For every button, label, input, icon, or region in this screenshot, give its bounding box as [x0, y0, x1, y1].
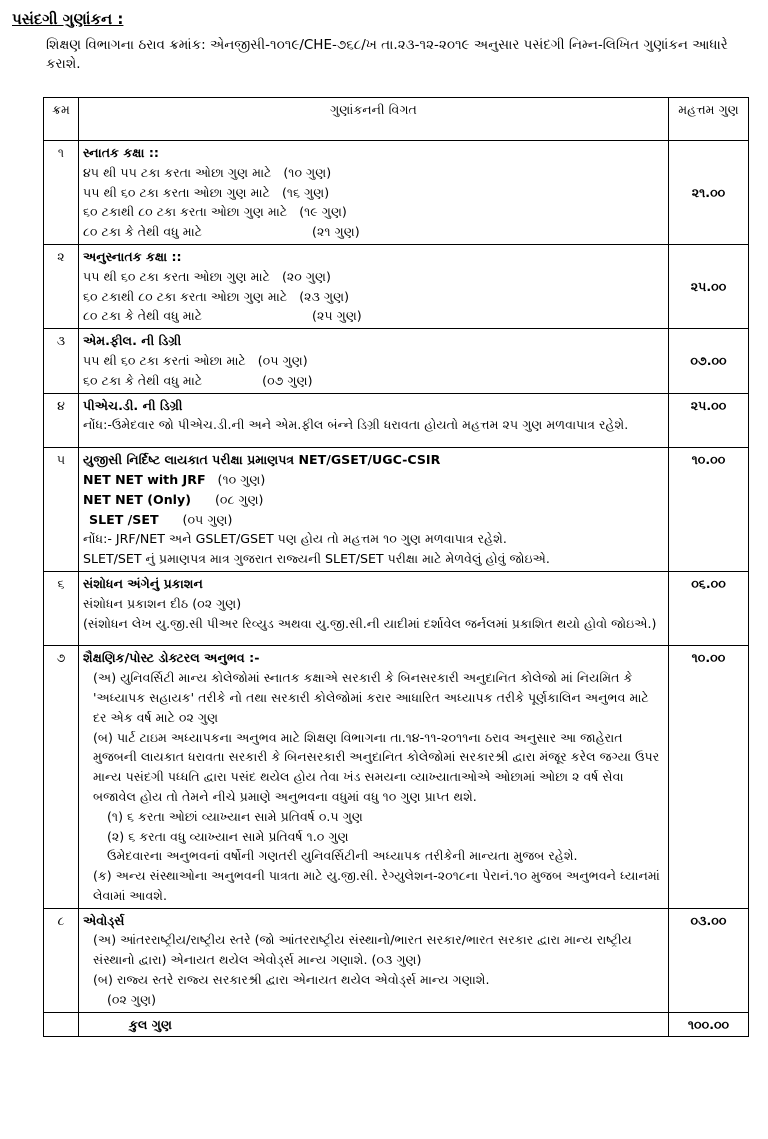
row-number: ૩: [44, 329, 79, 393]
criterion-points: (૦૫ ગુણ): [182, 511, 233, 527]
row-note: નોંધ:- JRF/NET અને GSLET/GSET પણ હોય તો મહત્તમ ૧૦ ગુણ મળવાપાત્ર રહેશે.: [83, 531, 507, 547]
row-max-marks: ૨૧.૦૦: [669, 141, 749, 245]
row-number: ૧: [44, 141, 79, 245]
clause-a: (અ) યુનિવર્સિટી માન્ય કોલેજોમાં સ્નાતક કક્ષાએ સરકારી કે બિનસરકારી અનુદાનિત કોલેજો માં નિયમિત કે 'અધ્યાપક સહાયક' તરીકે નો તથા સરકારી કોલેજોમાં કરાર આધારિત અધ્યાપક તરીકે પૂર્ણકાલિન અનુભવ માટે દર એક વર્ષ માટે ૦૨ ગુણ: [93, 670, 649, 725]
criterion-text: SLET /SET: [89, 511, 159, 527]
clause-c: (ક) અન્ય સંસ્થાઓના અનુભવની પાત્રતા માટે યુ.જી.સી. રેગ્યુલેશન-૨૦૧૮ના પેરાનં.૧૦ મુજબ અનુભવને ધ્યાનમાં લેવામાં આવશે.: [93, 868, 660, 903]
row-max-marks: ૦૩.૦૦: [669, 908, 749, 1012]
clause-b: (બ) પાર્ટ ટાઇમ અધ્યાપકના અનુભવ માટે શિક્ષણ વિભાગના તા.૧૪-૧૧-૨૦૧૧ના ઠરાવ અનુસાર આ જાહેરાત મુજબની લાયકાત ધરાવતા સરકારી કે બિનસરકારી અનુદાનિત કોલેજોમાં સરકારશ્રી દ્વારા મંજૂર કરેલ જગ્યા ઉપર માન્ય પસંદગી પધ્ધતિ દ્વારા પસંદ થયેલ હોય તેવા ખંડ સમયના વ્યાખ્યાતાઓએ ઓછામાં ઓછા ૨ વર્ષ સેવા બજાવેલ હોય તો તેમને નીચે પ્રમાણે અનુભવના વધુમાં વધુ ૧૦ ગુણ પ્રાપ્ત થશે.: [93, 729, 660, 804]
table-row: [44, 141, 749, 245]
criterion-text: સંશોધન પ્રકાશન દીઠ (૦૨ ગુણ): [83, 595, 242, 611]
table-row: [44, 571, 749, 645]
criterion-points: (૦૮ ગુણ): [214, 491, 264, 507]
criterion-points: (૨૦ ગુણ): [281, 268, 331, 284]
clause-b1: (૧) ૬ કરતા ઓછાં વ્યાખ્યાન સામે પ્રતિવર્ષ ૦.૫ ગુણ: [107, 808, 363, 824]
row-title: સ્નાતક કક્ષા ::: [83, 145, 159, 160]
table-row: [44, 448, 749, 572]
header-max: મહત્તમ ગુણ: [669, 98, 749, 141]
clause-a: (અ) આંતરરાષ્ટ્રીય/રાષ્ટ્રીય સ્તરે (જો આંતરરાષ્ટ્રીય સંસ્થાનો/ભારત સરકાર/ભારત સરકાર દ્વારા માન્ય રાષ્ટ્રીય સંસ્થાનો દ્વારા) એનાયત થયેલ એવોર્ડ્સ માન્ય ગણાશે. (૦૩ ગુણ): [93, 932, 632, 968]
row-number: ૮: [44, 908, 79, 1012]
table-row: [44, 393, 749, 448]
criterion-points: (૦૭ ગુણ): [262, 372, 313, 388]
row-detail: [79, 244, 669, 328]
criterion-points: (૦૫ ગુણ): [257, 352, 308, 368]
row-detail: [79, 571, 669, 645]
table-header-row: [44, 98, 749, 141]
criterion-text: ૫૫ થી ૬૦ ટકા કરતા ઓછા ગુણ માટે: [83, 184, 270, 200]
total-blank: [44, 1012, 79, 1037]
clause-b: (બ) રાજ્ય સ્તરે રાજ્ય સરકારશ્રી દ્વારા એનાયત થયેલ એવોર્ડ્સ માન્ય ગણાશે.: [93, 972, 490, 988]
criterion-text: ૫૫ થી ૬૦ ટકા કરતાં ઓછા માટે: [83, 352, 246, 368]
row-max-marks: ૦૬.૦૦: [669, 571, 749, 645]
criterion-text: ૪૫ થી ૫૫ ટકા કરતા ઓછા ગુણ માટે: [83, 164, 272, 180]
clause-b3: ઉમેદવારના અનુભવનાં વર્ષોની ગણતરી યુનિવર્સિટીની અધ્યાપક તરીકેની માન્યતા મુજબ રહેશે.: [107, 848, 578, 864]
criterion-points: (૨૧ ગુણ): [312, 224, 360, 240]
row-number: ૨: [44, 244, 79, 328]
row-max-marks: ૧૦.૦૦: [669, 448, 749, 572]
table-row: [44, 329, 749, 393]
total-label: કુલ ગુણ: [79, 1012, 669, 1037]
criterion-points: (૨૫ ગુણ): [312, 308, 362, 324]
clause-b-points: (૦૨ ગુણ): [107, 991, 156, 1007]
row-detail: [79, 646, 669, 908]
row-title: પીએચ.ડી. ની ડિગ્રી: [83, 397, 183, 413]
table-row: [44, 908, 749, 1012]
header-sr: ક્રમ: [44, 98, 79, 141]
row-title: યુજીસી નિર્દિષ્ટ લાયકાત પરીક્ષા પ્રમાણપત્ર NET/GSET/UGC-CSIR: [83, 452, 441, 468]
criterion-points: (૧૯ ગુણ): [299, 204, 347, 220]
total-value: ૧૦૦.૦૦: [669, 1012, 749, 1037]
row-note: નોંધ:-ઉમેદવાર જો પીએચ.ડી.ની અને એમ.ફીલ બંન્ને ડિગ્રી ધરાવતા હોયતો મહત્તમ ૨૫ ગુણ મળવાપાત્ર રહેશે.: [83, 417, 629, 433]
criterion-text: NET NET (Only): [83, 491, 191, 507]
row-title: શૈક્ષણિક/પોસ્ટ ડોક્ટરલ અનુભવ :-: [83, 650, 260, 666]
row-title: સંશોધન અંગેનું પ્રકાશન: [83, 575, 203, 591]
table-row: [44, 646, 749, 908]
criterion-text: ૮૦ ટકા કે તેથી વધુ માટે: [83, 224, 203, 240]
clause-b2: (૨) ૬ કરતા વધુ વ્યાખ્યાન સામે પ્રતિવર્ષ ૧.૦ ગુણ: [107, 828, 349, 844]
criterion-text: ૬૦ ટકાથી ૮૦ ટકા કરતા ઓછા ગુણ માટે: [83, 204, 288, 220]
row-note: (સંશોધન લેખ યુ.જી.સી પીઅર રિવ્યુડ અથવા યુ.જી.સી.ની યાદીમાં દર્શાવેલ જર્નલમાં પ્રકાશિત થયો હોવો જોઇએ.): [83, 615, 657, 631]
criterion-points: (૧૦ ગુણ): [283, 164, 332, 180]
row-detail: [79, 141, 669, 245]
criterion-text: NET NET with JRF: [83, 471, 206, 487]
row-number: ૪: [44, 393, 79, 448]
row-title: અનુસ્નાતક કક્ષા ::: [83, 248, 182, 264]
criterion-points: (૨૩ ગુણ): [299, 288, 349, 304]
criterion-text: ૬૦ ટકાથી ૮૦ ટકા કરતા ઓછા ગુણ માટે: [83, 288, 288, 304]
row-number: ૬: [44, 571, 79, 645]
table-row: [44, 244, 749, 328]
row-detail: [79, 329, 669, 393]
row-number: ૫: [44, 448, 79, 572]
header-detail: ગુણાંકનની વિગત: [79, 98, 669, 141]
criterion-points: (૧૬ ગુણ): [281, 184, 330, 200]
criterion-points: (૧૦ ગુણ): [217, 471, 266, 487]
row-note: SLET/SET નું પ્રમાણપત્ર માત્ર ગુજરાત રાજ્યની SLET/SET પરીક્ષા માટે મેળવેલું હોવું જોઇએ.: [83, 551, 550, 567]
row-max-marks: ૦૭.૦૦: [669, 329, 749, 393]
criterion-text: ૫૫ થી ૬૦ ટકા કરતા ઓછા ગુણ માટે: [83, 268, 270, 284]
criterion-text: ૮૦ ટકા કે તેથી વધુ માટે: [83, 308, 203, 324]
row-detail: [79, 448, 669, 572]
row-max-marks: ૧૦.૦૦: [669, 646, 749, 908]
row-title: એવોર્ડ્સ: [83, 912, 125, 928]
row-title: એમ.ફીલ. ની ડિગ્રી: [83, 333, 182, 349]
section-heading: પસંદગી ગુણાંકન :: [12, 10, 124, 28]
intro-paragraph: શિક્ષણ વિભાગના ઠરાવ ક્રમાંક: એનજીસી-૧૦૧૯/CHE-૭૬૮/ખ તા.૨૩-૧૨-૨૦૧૯ અનુસાર પસંદગી નિમ્ન-લિખિત ગુણાંકન આધારે કરાશે.: [46, 37, 728, 72]
criterion-text: ૬૦ ટકા કે તેથી વધુ માટે: [83, 372, 203, 388]
row-detail: [79, 908, 669, 1012]
row-max-marks: ૨૫.૦૦: [669, 244, 749, 328]
row-number: ૭: [44, 646, 79, 908]
marks-table: [43, 97, 749, 1037]
total-row: [44, 1012, 749, 1037]
row-max-marks: ૨૫.૦૦: [669, 393, 749, 448]
row-detail: [79, 393, 669, 448]
